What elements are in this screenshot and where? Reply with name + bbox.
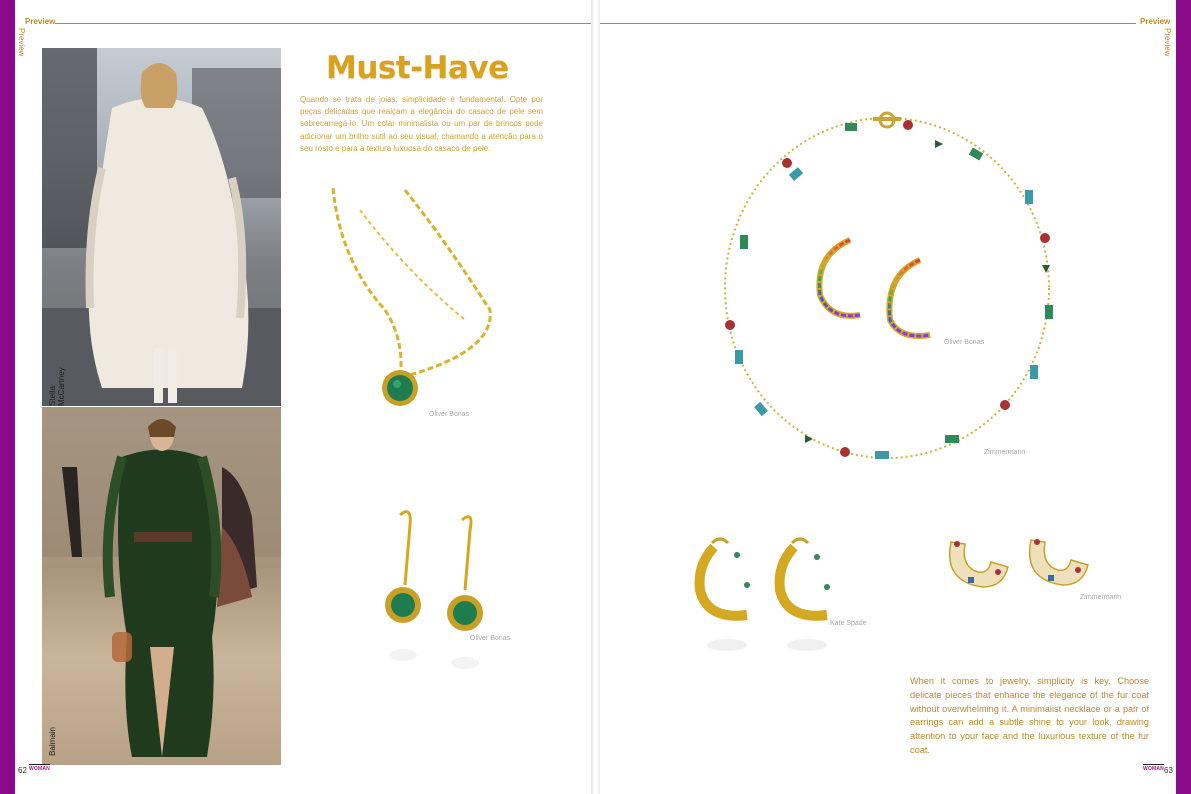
magazine-logo-right: WOMAN [1143,766,1164,772]
left-page [15,0,591,794]
page-number-left: 62 [18,766,27,775]
magazine-logo-left: WOMAN [29,766,50,772]
article-body-english: When it comes to jewelry, simplicity is key. Choose delicate pieces that enhance the elegance of the fur coat without overwhelming it. A minimalist necklace or a pair of earrings can add a subtle shine to your look, drawing attention to your face and the luxurious texture of the fur coat. [910,676,1149,755]
header-rule-left [55,23,591,24]
rainbow-hoop-earrings-image [810,235,950,395]
side-label-left: Preview [17,28,26,57]
header-rule-right [600,23,1136,24]
cream-hoop-earrings-image [943,522,1103,602]
brand-label-necklace-gold: Oliver Bonas [429,411,470,418]
runway-figure-green [42,407,281,765]
runway-photo-green-fur [42,407,281,765]
header-label-right: Preview [1140,17,1171,26]
brand-label-hoops-gold: Kate Spade [830,620,867,627]
article-title: Must-Have [326,50,509,86]
runway-photo-white-fur [42,48,281,406]
gold-chain-necklace-image [325,180,515,420]
brand-label-earrings-rainbow: Oliver Bonas [944,339,985,346]
drop-earrings-image [370,505,490,675]
runway-figure-white [42,48,281,406]
brand-label-necklace-gem: Zimmermann [984,449,1026,456]
header-label-left: Preview [25,17,56,26]
brand-label-earrings-drop: Oliver Bonas [470,635,511,642]
brand-label-hoops-cream: Zimmermann [1080,594,1122,601]
page-gutter [591,0,600,794]
side-label-right: Preview [1163,28,1172,57]
gold-hoop-earrings-image [692,535,852,665]
photo-credit-top: Stella McCartney [48,367,66,406]
article-body-portuguese: Quando se trata de joias, simplicidade é fundamental. Opte por peças delicadas que realçam a elegância do casaco de pele sem sobrecarregá-lo. Um colar minimalista ou um par de brincos pode adicionar um brilho sutil ao seu visual, chamando a atenção para o seu rosto e para a textura luxuosa do casaco de pele. [300,95,543,153]
photo-credit-bottom: Balmain [48,727,57,756]
page-number-right: 63 [1164,766,1173,775]
right-page [600,0,1176,794]
